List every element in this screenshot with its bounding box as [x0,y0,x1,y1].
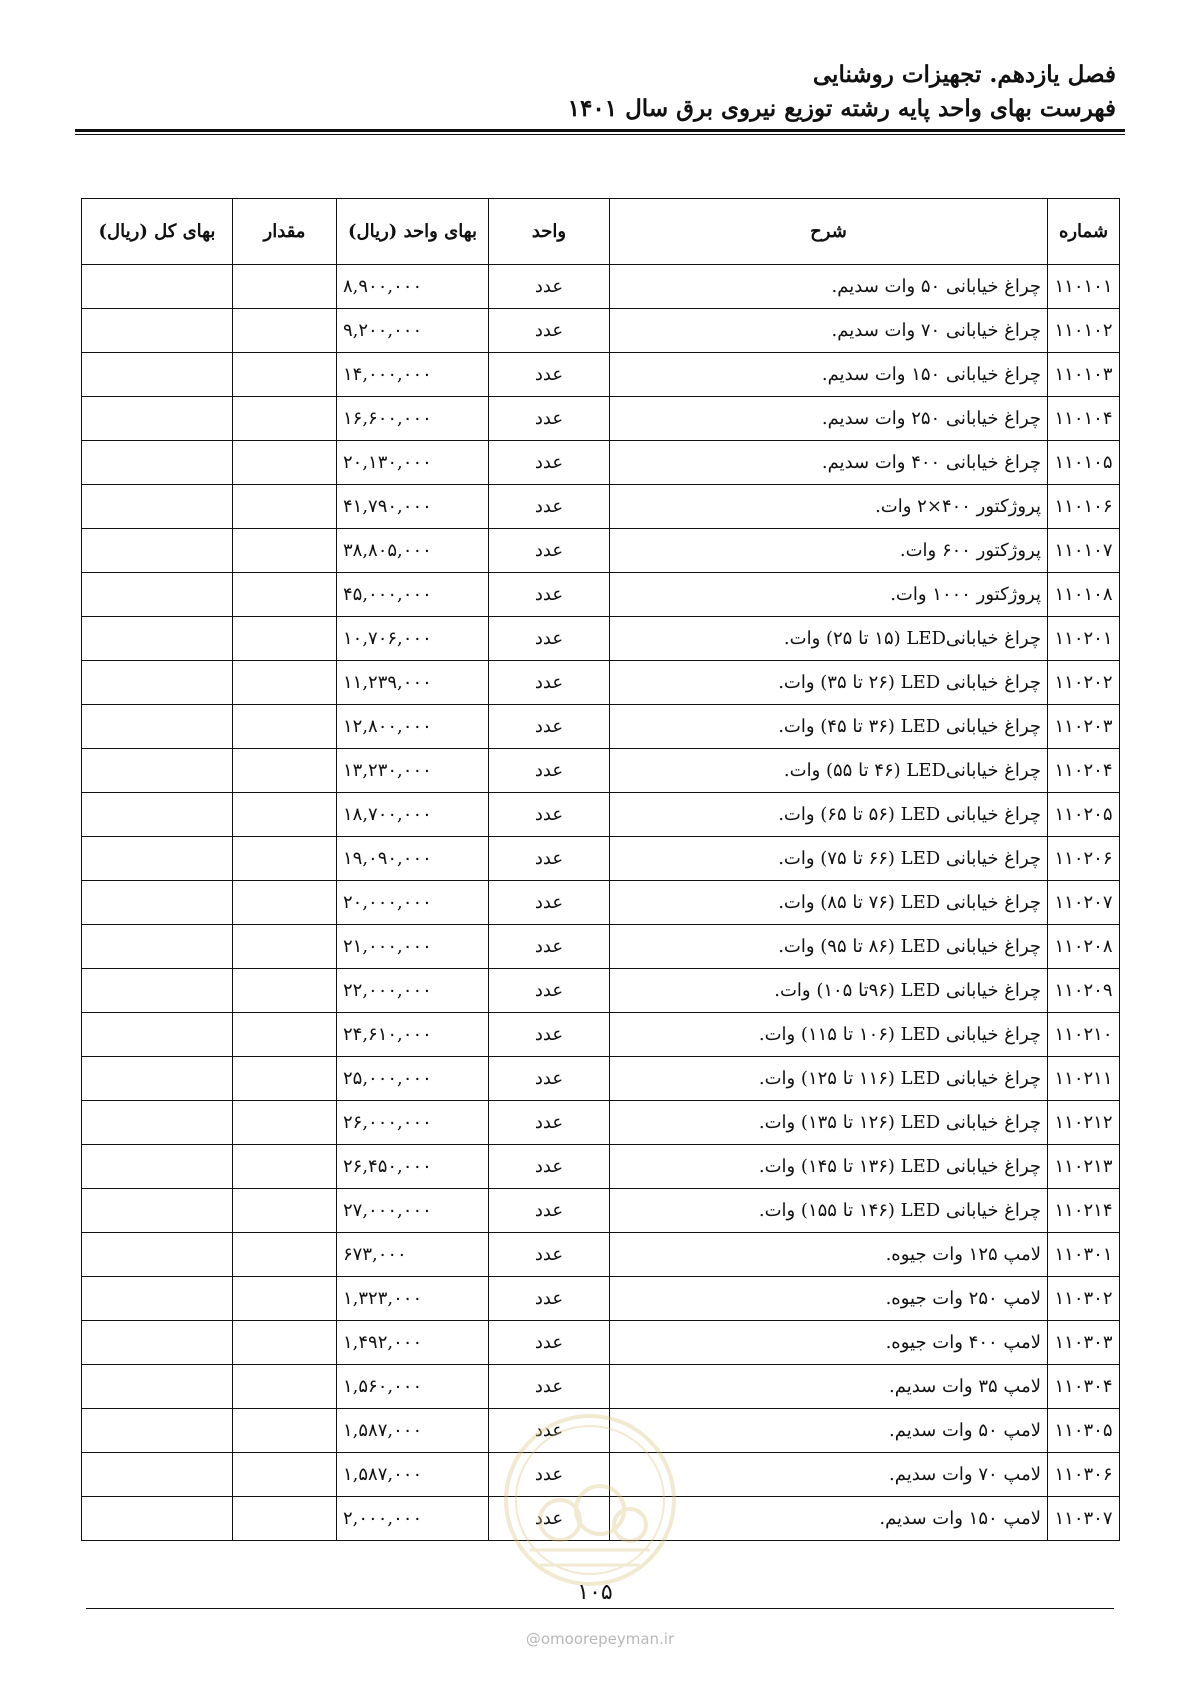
header-rule-thick [75,129,1125,132]
row-unit-price: ۲۲,۰۰۰,۰۰۰ [337,969,489,1013]
row-quantity [233,441,337,485]
row-unit-price: ۱,۵۸۷,۰۰۰ [337,1453,489,1497]
table-row [82,661,1120,705]
row-number: ۱۱۰۲۰۳ [1048,705,1120,749]
table-row [82,705,1120,749]
table-row [82,749,1120,793]
row-number: ۱۱۰۱۰۴ [1048,397,1120,441]
row-quantity [233,1497,337,1541]
row-description: چراغ خیابانی LED (۱۴۶ تا ۱۵۵) وات. [610,1189,1048,1233]
row-description: چراغ خیابانی LED (۷۶ تا ۸۵) وات. [610,881,1048,925]
row-unit: عدد [489,749,610,793]
row-quantity [233,1453,337,1497]
row-total-price [82,749,233,793]
row-unit: عدد [489,793,610,837]
row-total-price [82,485,233,529]
watermark-seal [500,1410,680,1590]
row-unit: عدد [489,1321,610,1365]
table-row [82,837,1120,881]
row-total-price [82,925,233,969]
table-row [82,1057,1120,1101]
row-total-price [82,1277,233,1321]
document-title: فهرست بهای واحد پایه رشته توزیع نیروی برق سال ۱۴۰۱ [567,95,1116,122]
column-header-number: شماره [1048,199,1120,265]
row-unit: عدد [489,485,610,529]
row-unit-price: ۱,۵۶۰,۰۰۰ [337,1365,489,1409]
row-unit: عدد [489,881,610,925]
row-unit: عدد [489,1277,610,1321]
row-number: ۱۱۰۲۱۳ [1048,1145,1120,1189]
row-unit: عدد [489,969,610,1013]
row-number: ۱۱۰۲۱۴ [1048,1189,1120,1233]
row-unit: عدد [489,837,610,881]
row-total-price [82,1365,233,1409]
row-quantity [233,1277,337,1321]
table-row [82,1189,1120,1233]
row-description: چراغ خیابانی ۵۰ وات سدیم. [610,265,1048,309]
row-number: ۱۱۰۳۰۵ [1048,1409,1120,1453]
row-number: ۱۱۰۲۰۶ [1048,837,1120,881]
row-description: چراغ خیابانی ۷۰ وات سدیم. [610,309,1048,353]
row-total-price [82,661,233,705]
row-unit-price: ۱۴,۰۰۰,۰۰۰ [337,353,489,397]
table-row [82,1365,1120,1409]
row-number: ۱۱۰۲۱۲ [1048,1101,1120,1145]
row-description: لامپ ۵۰ وات سدیم. [610,1409,1048,1453]
page-number: ۱۰۵ [577,1580,613,1605]
table-row [82,573,1120,617]
row-quantity [233,353,337,397]
row-quantity [233,1145,337,1189]
row-description: پروژکتور ۱۰۰۰ وات. [610,573,1048,617]
row-unit: عدد [489,1101,610,1145]
row-quantity [233,485,337,529]
column-header-unit-price: بهای واحد (ریال) [337,199,489,265]
row-number: ۱۱۰۲۱۱ [1048,1057,1120,1101]
row-description: چراغ خیابانیLED (۱۵ تا ۲۵) وات. [610,617,1048,661]
row-number: ۱۱۰۳۰۲ [1048,1277,1120,1321]
row-unit: عدد [489,441,610,485]
table-row [82,1013,1120,1057]
table-row [82,353,1120,397]
row-unit-price: ۱۰,۷۰۶,۰۰۰ [337,617,489,661]
row-unit-price: ۱,۵۸۷,۰۰۰ [337,1409,489,1453]
row-unit-price: ۱,۴۹۲,۰۰۰ [337,1321,489,1365]
row-unit-price: ۱۱,۲۳۹,۰۰۰ [337,661,489,705]
table-body [82,265,1120,1541]
row-number: ۱۱۰۲۰۸ [1048,925,1120,969]
row-number: ۱۱۰۲۰۵ [1048,793,1120,837]
row-unit: عدد [489,1497,610,1541]
row-unit: عدد [489,617,610,661]
row-quantity [233,1233,337,1277]
row-quantity [233,1321,337,1365]
row-total-price [82,353,233,397]
row-quantity [233,529,337,573]
row-total-price [82,441,233,485]
row-total-price [82,397,233,441]
row-description: چراغ خیابانی LED (۶۶ تا ۷۵) وات. [610,837,1048,881]
row-description: چراغ خیابانی ۲۵۰ وات سدیم. [610,397,1048,441]
row-unit: عدد [489,1453,610,1497]
row-total-price [82,617,233,661]
row-description: چراغ خیابانی LED (۱۲۶ تا ۱۳۵) وات. [610,1101,1048,1145]
row-unit: عدد [489,265,610,309]
row-quantity [233,705,337,749]
row-quantity [233,969,337,1013]
row-unit-price: ۱,۳۲۳,۰۰۰ [337,1277,489,1321]
row-total-price [82,881,233,925]
row-unit-price: ۲۴,۶۱۰,۰۰۰ [337,1013,489,1057]
header-rule-thin [75,134,1125,135]
row-number: ۱۱۰۱۰۱ [1048,265,1120,309]
row-total-price [82,1233,233,1277]
row-unit-price: ۱۸,۷۰۰,۰۰۰ [337,793,489,837]
table-row [82,485,1120,529]
row-unit: عدد [489,1233,610,1277]
price-table [81,198,1120,1541]
row-quantity [233,397,337,441]
row-total-price [82,1189,233,1233]
row-unit: عدد [489,309,610,353]
row-number: ۱۱۰۳۰۱ [1048,1233,1120,1277]
row-unit: عدد [489,1057,610,1101]
table-row [82,881,1120,925]
row-unit-price: ۲۶,۰۰۰,۰۰۰ [337,1101,489,1145]
row-unit-price: ۴۵,۰۰۰,۰۰۰ [337,573,489,617]
row-unit: عدد [489,1013,610,1057]
row-description: چراغ خیابانی LED (۹۶تا ۱۰۵) وات. [610,969,1048,1013]
table-row [82,441,1120,485]
row-quantity [233,749,337,793]
table-row [82,793,1120,837]
table-row [82,925,1120,969]
table-row [82,1233,1120,1277]
row-unit-price: ۱۳,۲۳۰,۰۰۰ [337,749,489,793]
row-total-price [82,705,233,749]
column-header-description: شرح [610,199,1048,265]
row-description: چراغ خیابانی ۱۵۰ وات سدیم. [610,353,1048,397]
row-total-price [82,1145,233,1189]
row-description: لامپ ۱۲۵ وات جیوه. [610,1233,1048,1277]
row-unit-price: ۱۲,۸۰۰,۰۰۰ [337,705,489,749]
row-unit: عدد [489,397,610,441]
row-description: لامپ ۲۵۰ وات جیوه. [610,1277,1048,1321]
table-row [82,1145,1120,1189]
row-unit-price: ۲۵,۰۰۰,۰۰۰ [337,1057,489,1101]
row-number: ۱۱۰۳۰۶ [1048,1453,1120,1497]
row-description: چراغ خیابانی LED (۳۶ تا ۴۵) وات. [610,705,1048,749]
row-quantity [233,793,337,837]
row-number: ۱۱۰۱۰۸ [1048,573,1120,617]
row-total-price [82,837,233,881]
table-row [82,969,1120,1013]
row-unit-price: ۴۱,۷۹۰,۰۰۰ [337,485,489,529]
row-quantity [233,1013,337,1057]
row-description: پروژکتور ۴۰۰×۲ وات. [610,485,1048,529]
row-unit-price: ۲۰,۰۰۰,۰۰۰ [337,881,489,925]
row-number: ۱۱۰۲۰۴ [1048,749,1120,793]
row-description: لامپ ۳۵ وات سدیم. [610,1365,1048,1409]
row-number: ۱۱۰۳۰۳ [1048,1321,1120,1365]
row-unit: عدد [489,705,610,749]
row-unit: عدد [489,661,610,705]
table-row [82,617,1120,661]
row-total-price [82,969,233,1013]
row-number: ۱۱۰۱۰۵ [1048,441,1120,485]
table-row [82,397,1120,441]
row-unit-price: ۲,۰۰۰,۰۰۰ [337,1497,489,1541]
row-quantity [233,1409,337,1453]
row-total-price [82,573,233,617]
row-quantity [233,573,337,617]
row-unit-price: ۸,۹۰۰,۰۰۰ [337,265,489,309]
column-header-quantity: مقدار [233,199,337,265]
row-number: ۱۱۰۲۰۱ [1048,617,1120,661]
row-quantity [233,925,337,969]
row-total-price [82,265,233,309]
row-quantity [233,881,337,925]
row-unit-price: ۲۷,۰۰۰,۰۰۰ [337,1189,489,1233]
row-number: ۱۱۰۲۰۹ [1048,969,1120,1013]
page-header [66,58,1116,126]
row-description: لامپ ۱۵۰ وات سدیم. [610,1497,1048,1541]
row-quantity [233,265,337,309]
row-quantity [233,309,337,353]
row-description: لامپ ۷۰ وات سدیم. [610,1453,1048,1497]
chapter-title: فصل یازدهم. تجهیزات روشنایی [812,61,1116,88]
row-unit-price: ۱۶,۶۰۰,۰۰۰ [337,397,489,441]
row-number: ۱۱۰۱۰۳ [1048,353,1120,397]
row-description: چراغ خیابانی ۴۰۰ وات سدیم. [610,441,1048,485]
row-description: چراغ خیابانی LED (۸۶ تا ۹۵) وات. [610,925,1048,969]
row-quantity [233,1057,337,1101]
row-unit: عدد [489,925,610,969]
row-description: چراغ خیابانی LED (۱۱۶ تا ۱۲۵) وات. [610,1057,1048,1101]
row-description: لامپ ۴۰۰ وات جیوه. [610,1321,1048,1365]
row-description: چراغ خیابانی LED (۲۶ تا ۳۵) وات. [610,661,1048,705]
footer-rule [86,1608,1114,1609]
row-number: ۱۱۰۲۰۷ [1048,881,1120,925]
table-row [82,1321,1120,1365]
row-unit: عدد [489,573,610,617]
table-header-row [82,199,1120,265]
row-number: ۱۱۰۱۰۲ [1048,309,1120,353]
row-total-price [82,793,233,837]
row-unit-price: ۳۸,۸۰۵,۰۰۰ [337,529,489,573]
row-unit: عدد [489,1365,610,1409]
row-total-price [82,1321,233,1365]
row-description: چراغ خیابانی LED (۱۰۶ تا ۱۱۵) وات. [610,1013,1048,1057]
row-description: چراغ خیابانی LED (۵۶ تا ۶۵) وات. [610,793,1048,837]
row-total-price [82,1497,233,1541]
row-total-price [82,1453,233,1497]
row-total-price [82,309,233,353]
table-row [82,309,1120,353]
row-number: ۱۱۰۲۱۰ [1048,1013,1120,1057]
website-watermark: @omoorepeyman.ir [525,1630,675,1648]
column-header-unit: واحد [489,199,610,265]
row-description: چراغ خیابانیLED (۴۶ تا ۵۵) وات. [610,749,1048,793]
row-quantity [233,837,337,881]
row-unit-price: ۲۶,۴۵۰,۰۰۰ [337,1145,489,1189]
row-description: پروژکتور ۶۰۰ وات. [610,529,1048,573]
row-total-price [82,1101,233,1145]
column-header-total-price: بهای کل (ریال) [82,199,233,265]
row-total-price [82,1409,233,1453]
row-quantity [233,1101,337,1145]
row-quantity [233,1189,337,1233]
row-number: ۱۱۰۱۰۶ [1048,485,1120,529]
row-unit-price: ۲۰,۱۳۰,۰۰۰ [337,441,489,485]
row-unit: عدد [489,1409,610,1453]
row-number: ۱۱۰۳۰۷ [1048,1497,1120,1541]
row-unit-price: ۱۹,۰۹۰,۰۰۰ [337,837,489,881]
row-quantity [233,661,337,705]
row-unit-price: ۹,۲۰۰,۰۰۰ [337,309,489,353]
row-number: ۱۱۰۲۰۲ [1048,661,1120,705]
row-unit-price: ۲۱,۰۰۰,۰۰۰ [337,925,489,969]
row-unit: عدد [489,353,610,397]
row-number: ۱۱۰۱۰۷ [1048,529,1120,573]
row-unit-price: ۶۷۳,۰۰۰ [337,1233,489,1277]
row-unit: عدد [489,529,610,573]
row-quantity [233,617,337,661]
table-row [82,1277,1120,1321]
row-unit: عدد [489,1189,610,1233]
row-number: ۱۱۰۳۰۴ [1048,1365,1120,1409]
row-total-price [82,529,233,573]
row-quantity [233,1365,337,1409]
row-unit: عدد [489,1145,610,1189]
table-row [82,529,1120,573]
table-row [82,1101,1120,1145]
row-description: چراغ خیابانی LED (۱۳۶ تا ۱۴۵) وات. [610,1145,1048,1189]
table-row [82,265,1120,309]
row-total-price [82,1013,233,1057]
row-total-price [82,1057,233,1101]
